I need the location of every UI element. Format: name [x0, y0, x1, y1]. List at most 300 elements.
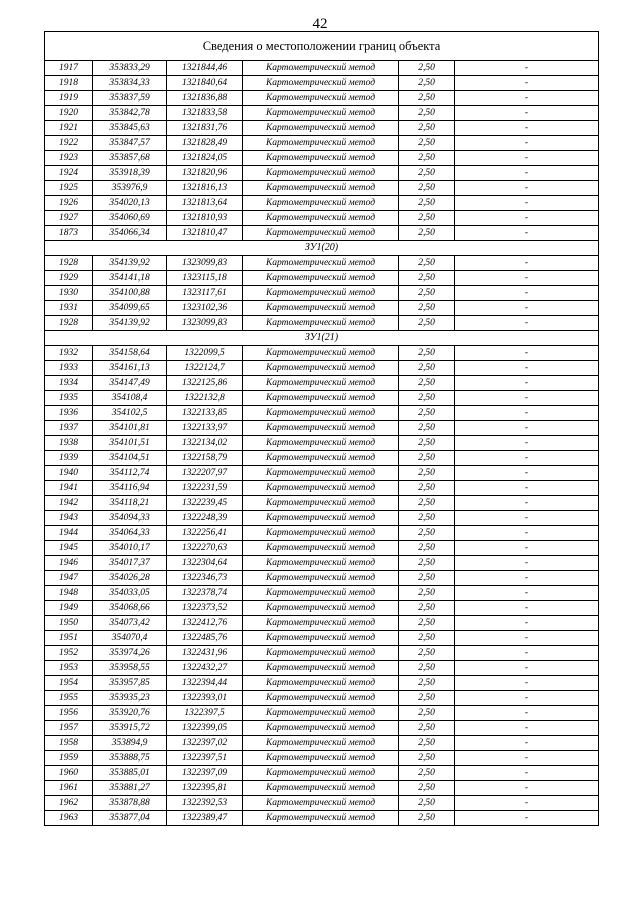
point-number-cell: 1923	[45, 151, 93, 166]
x-coordinate-cell: 354073,42	[93, 616, 167, 631]
note-cell: -	[455, 346, 599, 361]
table-row	[45, 751, 599, 766]
x-coordinate-cell: 354010,17	[93, 541, 167, 556]
accuracy-cell: 2,50	[399, 736, 455, 751]
method-cell: Картометрический метод	[243, 511, 399, 526]
table-row	[45, 211, 599, 226]
note-cell: -	[455, 271, 599, 286]
method-cell: Картометрический метод	[243, 631, 399, 646]
table-row	[45, 646, 599, 661]
table-row	[45, 121, 599, 136]
note-cell: -	[455, 571, 599, 586]
method-cell: Картометрический метод	[243, 406, 399, 421]
method-cell: Картометрический метод	[243, 436, 399, 451]
method-cell: Картометрический метод	[243, 61, 399, 76]
note-cell: -	[455, 61, 599, 76]
table-row	[45, 661, 599, 676]
point-number-cell: 1919	[45, 91, 93, 106]
note-cell: -	[455, 391, 599, 406]
accuracy-cell: 2,50	[399, 586, 455, 601]
x-coordinate-cell: 354064,33	[93, 526, 167, 541]
y-coordinate-cell: 1322393,01	[167, 691, 243, 706]
note-cell: -	[455, 121, 599, 136]
method-cell: Картометрический метод	[243, 496, 399, 511]
x-coordinate-cell: 354139,92	[93, 256, 167, 271]
accuracy-cell: 2,50	[399, 136, 455, 151]
x-coordinate-cell: 354068,66	[93, 601, 167, 616]
table-row	[45, 226, 599, 241]
note-cell: -	[455, 691, 599, 706]
x-coordinate-cell: 354118,21	[93, 496, 167, 511]
boundary-table-container	[44, 31, 598, 826]
accuracy-cell: 2,50	[399, 751, 455, 766]
note-cell: -	[455, 796, 599, 811]
table-row	[45, 481, 599, 496]
x-coordinate-cell: 354112,74	[93, 466, 167, 481]
table-row	[45, 706, 599, 721]
x-coordinate-cell: 354033,05	[93, 586, 167, 601]
note-cell: -	[455, 751, 599, 766]
note-cell: -	[455, 166, 599, 181]
x-coordinate-cell: 353885,01	[93, 766, 167, 781]
point-number-cell: 1922	[45, 136, 93, 151]
table-row	[45, 301, 599, 316]
y-coordinate-cell: 1322432,27	[167, 661, 243, 676]
x-coordinate-cell: 353847,57	[93, 136, 167, 151]
x-coordinate-cell: 353894,9	[93, 736, 167, 751]
method-cell: Картометрический метод	[243, 616, 399, 631]
table-row	[45, 316, 599, 331]
accuracy-cell: 2,50	[399, 766, 455, 781]
note-cell: -	[455, 196, 599, 211]
table-row	[45, 361, 599, 376]
point-number-cell: 1954	[45, 676, 93, 691]
y-coordinate-cell: 1321820,96	[167, 166, 243, 181]
point-number-cell: 1930	[45, 286, 93, 301]
table-row	[45, 736, 599, 751]
method-cell: Картометрический метод	[243, 706, 399, 721]
point-number-cell: 1927	[45, 211, 93, 226]
table-row	[45, 541, 599, 556]
x-coordinate-cell: 353881,27	[93, 781, 167, 796]
y-coordinate-cell: 1322125,86	[167, 376, 243, 391]
y-coordinate-cell: 1322485,76	[167, 631, 243, 646]
point-number-cell: 1944	[45, 526, 93, 541]
method-cell: Картометрический метод	[243, 796, 399, 811]
point-number-cell: 1928	[45, 256, 93, 271]
accuracy-cell: 2,50	[399, 811, 455, 826]
note-cell: -	[455, 316, 599, 331]
point-number-cell: 1949	[45, 601, 93, 616]
table-row	[45, 346, 599, 361]
point-number-cell: 1962	[45, 796, 93, 811]
note-cell: -	[455, 181, 599, 196]
x-coordinate-cell: 353888,75	[93, 751, 167, 766]
accuracy-cell: 2,50	[399, 676, 455, 691]
y-coordinate-cell: 1322304,64	[167, 556, 243, 571]
y-coordinate-cell: 1322158,79	[167, 451, 243, 466]
note-cell: -	[455, 76, 599, 91]
point-number-cell: 1934	[45, 376, 93, 391]
y-coordinate-cell: 1323102,36	[167, 301, 243, 316]
accuracy-cell: 2,50	[399, 316, 455, 331]
method-cell: Картометрический метод	[243, 346, 399, 361]
method-cell: Картометрический метод	[243, 646, 399, 661]
method-cell: Картометрический метод	[243, 451, 399, 466]
x-coordinate-cell: 353915,72	[93, 721, 167, 736]
note-cell: -	[455, 91, 599, 106]
section-label: ЗУ1(20)	[45, 241, 599, 256]
table-row	[45, 691, 599, 706]
method-cell: Картометрический метод	[243, 466, 399, 481]
accuracy-cell: 2,50	[399, 196, 455, 211]
y-coordinate-cell: 1322378,74	[167, 586, 243, 601]
accuracy-cell: 2,50	[399, 451, 455, 466]
note-cell: -	[455, 601, 599, 616]
note-cell: -	[455, 586, 599, 601]
method-cell: Картометрический метод	[243, 136, 399, 151]
point-number-cell: 1941	[45, 481, 93, 496]
point-number-cell: 1926	[45, 196, 93, 211]
x-coordinate-cell: 354070,4	[93, 631, 167, 646]
y-coordinate-cell: 1322397,02	[167, 736, 243, 751]
y-coordinate-cell: 1321836,88	[167, 91, 243, 106]
note-cell: -	[455, 736, 599, 751]
accuracy-cell: 2,50	[399, 571, 455, 586]
method-cell: Картометрический метод	[243, 481, 399, 496]
x-coordinate-cell: 353935,23	[93, 691, 167, 706]
note-cell: -	[455, 616, 599, 631]
method-cell: Картометрический метод	[243, 421, 399, 436]
table-row	[45, 136, 599, 151]
point-number-cell: 1958	[45, 736, 93, 751]
note-cell: -	[455, 631, 599, 646]
method-cell: Картометрический метод	[243, 541, 399, 556]
note-cell: -	[455, 136, 599, 151]
table-row	[45, 466, 599, 481]
table-row	[45, 91, 599, 106]
table-row	[45, 181, 599, 196]
method-cell: Картометрический метод	[243, 766, 399, 781]
y-coordinate-cell: 1323115,18	[167, 271, 243, 286]
table-row	[45, 436, 599, 451]
x-coordinate-cell: 354116,94	[93, 481, 167, 496]
table-row	[45, 796, 599, 811]
table-row	[45, 151, 599, 166]
y-coordinate-cell: 1323099,83	[167, 256, 243, 271]
note-cell: -	[455, 676, 599, 691]
note-cell: -	[455, 811, 599, 826]
x-coordinate-cell: 353837,59	[93, 91, 167, 106]
accuracy-cell: 2,50	[399, 271, 455, 286]
point-number-cell: 1940	[45, 466, 93, 481]
method-cell: Картометрический метод	[243, 811, 399, 826]
y-coordinate-cell: 1322248,39	[167, 511, 243, 526]
y-coordinate-cell: 1322394,44	[167, 676, 243, 691]
method-cell: Картометрический метод	[243, 556, 399, 571]
note-cell: -	[455, 661, 599, 676]
accuracy-cell: 2,50	[399, 496, 455, 511]
method-cell: Картометрический метод	[243, 151, 399, 166]
note-cell: -	[455, 541, 599, 556]
note-cell: -	[455, 556, 599, 571]
y-coordinate-cell: 1322239,45	[167, 496, 243, 511]
x-coordinate-cell: 354017,37	[93, 556, 167, 571]
y-coordinate-cell: 1322431,96	[167, 646, 243, 661]
y-coordinate-cell: 1321810,47	[167, 226, 243, 241]
point-number-cell: 1955	[45, 691, 93, 706]
x-coordinate-cell: 354139,92	[93, 316, 167, 331]
note-cell: -	[455, 721, 599, 736]
point-number-cell: 1935	[45, 391, 93, 406]
note-cell: -	[455, 646, 599, 661]
table-row	[45, 106, 599, 121]
table-row	[45, 571, 599, 586]
x-coordinate-cell: 354141,18	[93, 271, 167, 286]
point-number-cell: 1920	[45, 106, 93, 121]
table-row	[45, 526, 599, 541]
accuracy-cell: 2,50	[399, 361, 455, 376]
accuracy-cell: 2,50	[399, 256, 455, 271]
point-number-cell: 1947	[45, 571, 93, 586]
method-cell: Картометрический метод	[243, 676, 399, 691]
x-coordinate-cell: 354099,65	[93, 301, 167, 316]
y-coordinate-cell: 1321813,64	[167, 196, 243, 211]
table-row	[45, 616, 599, 631]
accuracy-cell: 2,50	[399, 421, 455, 436]
point-number-cell: 1942	[45, 496, 93, 511]
method-cell: Картометрический метод	[243, 376, 399, 391]
x-coordinate-cell: 353974,26	[93, 646, 167, 661]
note-cell: -	[455, 211, 599, 226]
accuracy-cell: 2,50	[399, 466, 455, 481]
section-label: ЗУ1(21)	[45, 331, 599, 346]
point-number-cell: 1951	[45, 631, 93, 646]
table-row	[45, 391, 599, 406]
accuracy-cell: 2,50	[399, 121, 455, 136]
x-coordinate-cell: 354101,51	[93, 436, 167, 451]
point-number-cell: 1963	[45, 811, 93, 826]
y-coordinate-cell: 1322207,97	[167, 466, 243, 481]
method-cell: Картометрический метод	[243, 121, 399, 136]
page-number: 42	[312, 16, 328, 32]
table-row	[45, 676, 599, 691]
point-number-cell: 1943	[45, 511, 93, 526]
method-cell: Картометрический метод	[243, 391, 399, 406]
x-coordinate-cell: 354158,64	[93, 346, 167, 361]
method-cell: Картометрический метод	[243, 691, 399, 706]
point-number-cell: 1918	[45, 76, 93, 91]
table-row	[45, 721, 599, 736]
y-coordinate-cell: 1322346,73	[167, 571, 243, 586]
method-cell: Картометрический метод	[243, 751, 399, 766]
y-coordinate-cell: 1322132,8	[167, 391, 243, 406]
method-cell: Картометрический метод	[243, 571, 399, 586]
method-cell: Картометрический метод	[243, 286, 399, 301]
note-cell: -	[455, 781, 599, 796]
point-number-cell: 1961	[45, 781, 93, 796]
accuracy-cell: 2,50	[399, 541, 455, 556]
x-coordinate-cell: 353920,76	[93, 706, 167, 721]
x-coordinate-cell: 354020,13	[93, 196, 167, 211]
method-cell: Картометрический метод	[243, 106, 399, 121]
point-number-cell: 1873	[45, 226, 93, 241]
point-number-cell: 1950	[45, 616, 93, 631]
y-coordinate-cell: 1322399,05	[167, 721, 243, 736]
table-title: Сведения о местоположении границ объекта	[45, 32, 599, 61]
table-row	[45, 556, 599, 571]
note-cell: -	[455, 226, 599, 241]
method-cell: Картометрический метод	[243, 586, 399, 601]
note-cell: -	[455, 256, 599, 271]
accuracy-cell: 2,50	[399, 721, 455, 736]
x-coordinate-cell: 354094,33	[93, 511, 167, 526]
y-coordinate-cell: 1322231,59	[167, 481, 243, 496]
note-cell: -	[455, 496, 599, 511]
accuracy-cell: 2,50	[399, 166, 455, 181]
method-cell: Картометрический метод	[243, 661, 399, 676]
accuracy-cell: 2,50	[399, 346, 455, 361]
point-number-cell: 1945	[45, 541, 93, 556]
accuracy-cell: 2,50	[399, 406, 455, 421]
table-row	[45, 61, 599, 76]
accuracy-cell: 2,50	[399, 286, 455, 301]
y-coordinate-cell: 1323099,83	[167, 316, 243, 331]
table-row	[45, 421, 599, 436]
x-coordinate-cell: 354108,4	[93, 391, 167, 406]
accuracy-cell: 2,50	[399, 601, 455, 616]
y-coordinate-cell: 1322397,5	[167, 706, 243, 721]
point-number-cell: 1924	[45, 166, 93, 181]
note-cell: -	[455, 481, 599, 496]
accuracy-cell: 2,50	[399, 481, 455, 496]
y-coordinate-cell: 1322134,02	[167, 436, 243, 451]
accuracy-cell: 2,50	[399, 631, 455, 646]
accuracy-cell: 2,50	[399, 376, 455, 391]
y-coordinate-cell: 1321833,58	[167, 106, 243, 121]
point-number-cell: 1932	[45, 346, 93, 361]
table-row	[45, 256, 599, 271]
x-coordinate-cell: 353918,39	[93, 166, 167, 181]
point-number-cell: 1925	[45, 181, 93, 196]
accuracy-cell: 2,50	[399, 646, 455, 661]
note-cell: -	[455, 151, 599, 166]
y-coordinate-cell: 1321810,93	[167, 211, 243, 226]
point-number-cell: 1937	[45, 421, 93, 436]
x-coordinate-cell: 354100,88	[93, 286, 167, 301]
table-row	[45, 166, 599, 181]
section-row	[45, 331, 599, 346]
accuracy-cell: 2,50	[399, 436, 455, 451]
note-cell: -	[455, 406, 599, 421]
accuracy-cell: 2,50	[399, 526, 455, 541]
note-cell: -	[455, 766, 599, 781]
y-coordinate-cell: 1322373,52	[167, 601, 243, 616]
y-coordinate-cell: 1322392,53	[167, 796, 243, 811]
method-cell: Картометрический метод	[243, 166, 399, 181]
method-cell: Картометрический метод	[243, 256, 399, 271]
accuracy-cell: 2,50	[399, 556, 455, 571]
table-row	[45, 811, 599, 826]
note-cell: -	[455, 106, 599, 121]
y-coordinate-cell: 1322395,81	[167, 781, 243, 796]
x-coordinate-cell: 353878,88	[93, 796, 167, 811]
y-coordinate-cell: 1321824,05	[167, 151, 243, 166]
table-row	[45, 586, 599, 601]
y-coordinate-cell: 1322256,41	[167, 526, 243, 541]
y-coordinate-cell: 1322133,97	[167, 421, 243, 436]
accuracy-cell: 2,50	[399, 511, 455, 526]
x-coordinate-cell: 353958,55	[93, 661, 167, 676]
x-coordinate-cell: 353834,33	[93, 76, 167, 91]
method-cell: Картометрический метод	[243, 601, 399, 616]
y-coordinate-cell: 1321828,49	[167, 136, 243, 151]
y-coordinate-cell: 1322133,85	[167, 406, 243, 421]
x-coordinate-cell: 353842,78	[93, 106, 167, 121]
point-number-cell: 1939	[45, 451, 93, 466]
x-coordinate-cell: 354161,13	[93, 361, 167, 376]
note-cell: -	[455, 526, 599, 541]
x-coordinate-cell: 354101,81	[93, 421, 167, 436]
point-number-cell: 1933	[45, 361, 93, 376]
x-coordinate-cell: 353857,68	[93, 151, 167, 166]
method-cell: Картометрический метод	[243, 781, 399, 796]
accuracy-cell: 2,50	[399, 706, 455, 721]
method-cell: Картометрический метод	[243, 91, 399, 106]
point-number-cell: 1936	[45, 406, 93, 421]
method-cell: Картометрический метод	[243, 211, 399, 226]
accuracy-cell: 2,50	[399, 181, 455, 196]
x-coordinate-cell: 354102,5	[93, 406, 167, 421]
accuracy-cell: 2,50	[399, 391, 455, 406]
accuracy-cell: 2,50	[399, 91, 455, 106]
point-number-cell: 1956	[45, 706, 93, 721]
method-cell: Картометрический метод	[243, 721, 399, 736]
note-cell: -	[455, 421, 599, 436]
method-cell: Картометрический метод	[243, 526, 399, 541]
point-number-cell: 1953	[45, 661, 93, 676]
note-cell: -	[455, 376, 599, 391]
note-cell: -	[455, 286, 599, 301]
y-coordinate-cell: 1321840,64	[167, 76, 243, 91]
point-number-cell: 1957	[45, 721, 93, 736]
table-row	[45, 601, 599, 616]
method-cell: Картометрический метод	[243, 736, 399, 751]
point-number-cell: 1946	[45, 556, 93, 571]
x-coordinate-cell: 354147,49	[93, 376, 167, 391]
accuracy-cell: 2,50	[399, 106, 455, 121]
point-number-cell: 1952	[45, 646, 93, 661]
note-cell: -	[455, 466, 599, 481]
table-row	[45, 766, 599, 781]
accuracy-cell: 2,50	[399, 211, 455, 226]
x-coordinate-cell: 353957,85	[93, 676, 167, 691]
y-coordinate-cell: 1321831,76	[167, 121, 243, 136]
x-coordinate-cell: 354066,34	[93, 226, 167, 241]
accuracy-cell: 2,50	[399, 226, 455, 241]
y-coordinate-cell: 1322397,09	[167, 766, 243, 781]
x-coordinate-cell: 353833,29	[93, 61, 167, 76]
note-cell: -	[455, 706, 599, 721]
table-row	[45, 76, 599, 91]
y-coordinate-cell: 1322270,63	[167, 541, 243, 556]
point-number-cell: 1948	[45, 586, 93, 601]
table-row	[45, 511, 599, 526]
accuracy-cell: 2,50	[399, 301, 455, 316]
table-row	[45, 496, 599, 511]
accuracy-cell: 2,50	[399, 616, 455, 631]
accuracy-cell: 2,50	[399, 691, 455, 706]
